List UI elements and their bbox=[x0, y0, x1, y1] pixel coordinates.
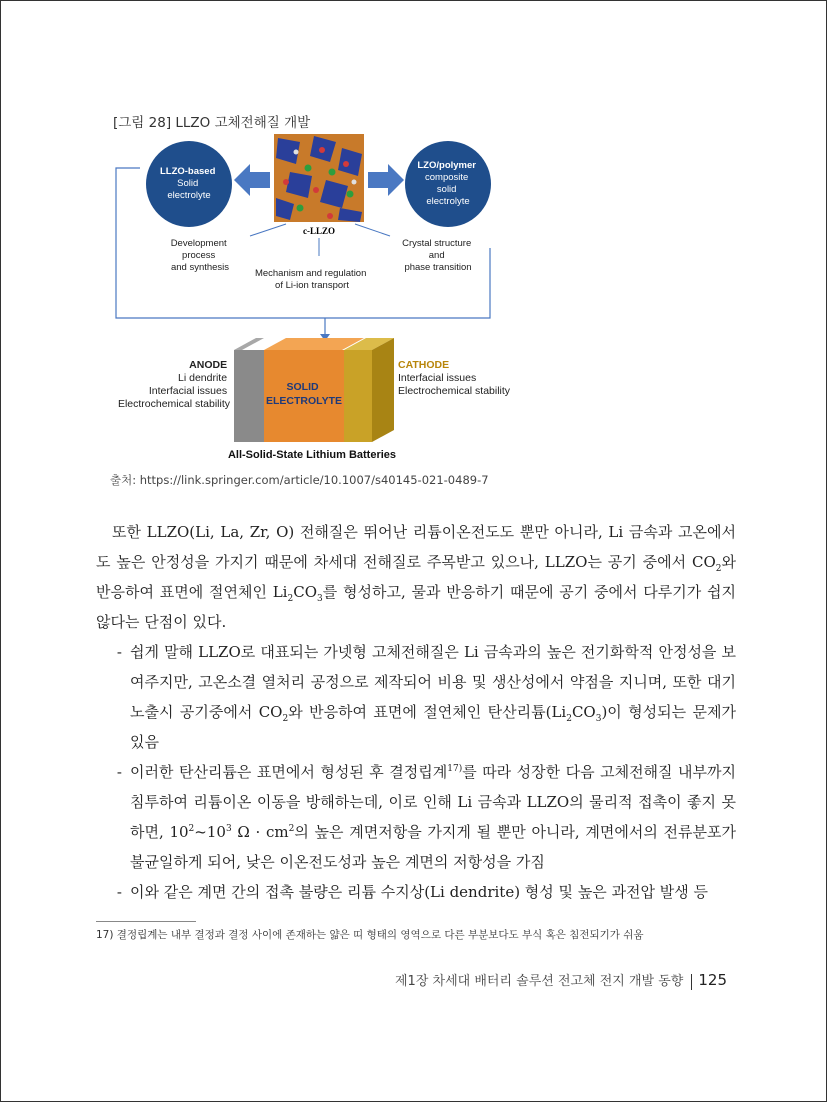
mech-label: Mechanism and regulation bbox=[254, 268, 367, 279]
anode-title: ANODE bbox=[189, 359, 228, 371]
arrow-right bbox=[368, 164, 404, 196]
paragraph: 또한 LLZO(Li, La, Zr, O) 전해질은 뛰어난 리튬이온전도도 뿐만 아니라, Li 금속과 고온에서도 높은 안정성을 가지기 때문에 차세대 전해질로 주목받고 있으나, LLZO는 공기 중에서 $CO_2$와 반응하여 표면에 절연체인 $Li_2CO_3$를 형성하고, 물과 반응하기 때문에 공기 중에서 다루기가 쉽지 않다는 단점이 있다. bbox=[96, 523, 736, 631]
body-text bbox=[96, 517, 736, 907]
battery-caption: All-Solid-State Lithium Batteries bbox=[227, 449, 397, 461]
figure-source: 출처: https://link.springer.com/article/10.1007/s40145-021-0489-7 bbox=[110, 473, 489, 487]
dev-label: Development bbox=[170, 238, 227, 249]
footer-divider bbox=[691, 974, 692, 990]
dev-label: and synthesis bbox=[170, 262, 230, 273]
figure-title: [그림 28] LLZO 고체전해질 개발 bbox=[113, 115, 311, 131]
crystal-struct-label: phase transition bbox=[404, 262, 472, 273]
right-bubble-line: composite bbox=[425, 172, 469, 183]
cathode-line: Electrochemical stability bbox=[398, 385, 511, 397]
left-bubble-line: electrolyte bbox=[167, 190, 211, 201]
left-bubble-line: LLZO-based bbox=[159, 166, 216, 177]
svg-text:Mechanism and regulation o bbox=[255, 268, 369, 291]
anode-line: Interfacial issues bbox=[148, 385, 228, 397]
cathode-line: Interfacial issues bbox=[398, 372, 477, 384]
page-footer bbox=[395, 970, 727, 990]
solid-label: ELECTROLYTE bbox=[265, 395, 343, 407]
bullet-item: - 이러한 탄산리튬은 표면에서 형성된 후 결정립계$^{17)}$를 따라 성장한 다음 고체전해질 내부까지 침투하여 리튬이온 이동을 방해하는데, 이로 인해 Li 금속과 LLZO의 물리적 접촉이 좋지 못하면, $10^2\sim 10^3$ $\Omega \cdot cm^2$의 높은 계면저항을 가지게 될 뿐만 아니라, 계면에서의 전류분포가 불균일하게 되어, 낮은 이온전도성과 높은 계면의 저항성을 가짐 bbox=[116, 763, 736, 871]
crystal-struct-label: and bbox=[428, 250, 445, 261]
anode-line: Li dendrite bbox=[178, 372, 228, 384]
svg-text:Crystal structure and bbox=[402, 238, 474, 273]
footnote: 17) 결정립계는 내부 결정과 결정 사이에 존재하는 얇은 띠 형태의 영역으로 다른 부분보다도 부식 혹은 침전되기가 쉬움 bbox=[96, 929, 644, 941]
right-bubble-line: electrolyte bbox=[426, 196, 470, 207]
svg-text:CATHODE Interfacial issues bbox=[398, 359, 511, 397]
crystal-struct-label: Crystal structure bbox=[402, 238, 472, 249]
llzo-figure bbox=[100, 128, 540, 463]
footnote-ref: 17) bbox=[447, 764, 463, 774]
solid-label: SOLID bbox=[286, 381, 319, 393]
anode-line: Electrochemical stability bbox=[117, 398, 230, 410]
cathode-title: CATHODE bbox=[398, 359, 450, 371]
page-number: 125 bbox=[698, 971, 727, 989]
bullet-item: - 쉽게 말해 LLZO로 대표되는 가넷형 고체전해질은 Li 금속과의 높은 전기화학적 안정성을 보여주지만, 고온소결 열처리 공정으로 제작되어 비용 및 생산성에서 약점을 지니며, 또한 대기 노출시 공기중에서 $CO_2$와 반응하여 표면에 절연체인 탄산리튬$(Li_2CO_3)$이 형성되는 문제가 있음 bbox=[116, 643, 736, 751]
dev-label: process bbox=[182, 250, 216, 261]
crystal-label: c-LLZO bbox=[302, 226, 336, 236]
chapter-title: 제1장 차세대 배터리 솔루션 전고체 전지 개발 동향 bbox=[395, 974, 684, 989]
bullet-item: - 이와 같은 계면 간의 접촉 불량은 리튬 수지상(Li dendrite) 형성 및 높은 과전압 발생 등 bbox=[116, 883, 709, 901]
right-bubble-line: solid bbox=[436, 184, 457, 195]
left-bubble-line: Solid bbox=[177, 178, 199, 189]
mech-label: of Li-ion transport bbox=[275, 280, 349, 291]
svg-text:ANODE Li dendrite Inte bbox=[118, 359, 231, 410]
svg-text:Development process an bbox=[171, 238, 230, 273]
crystal-structure bbox=[274, 134, 364, 222]
footnote-rule bbox=[96, 921, 196, 922]
arrow-left bbox=[234, 164, 270, 196]
right-bubble-line: LZO/polymer bbox=[417, 160, 476, 171]
